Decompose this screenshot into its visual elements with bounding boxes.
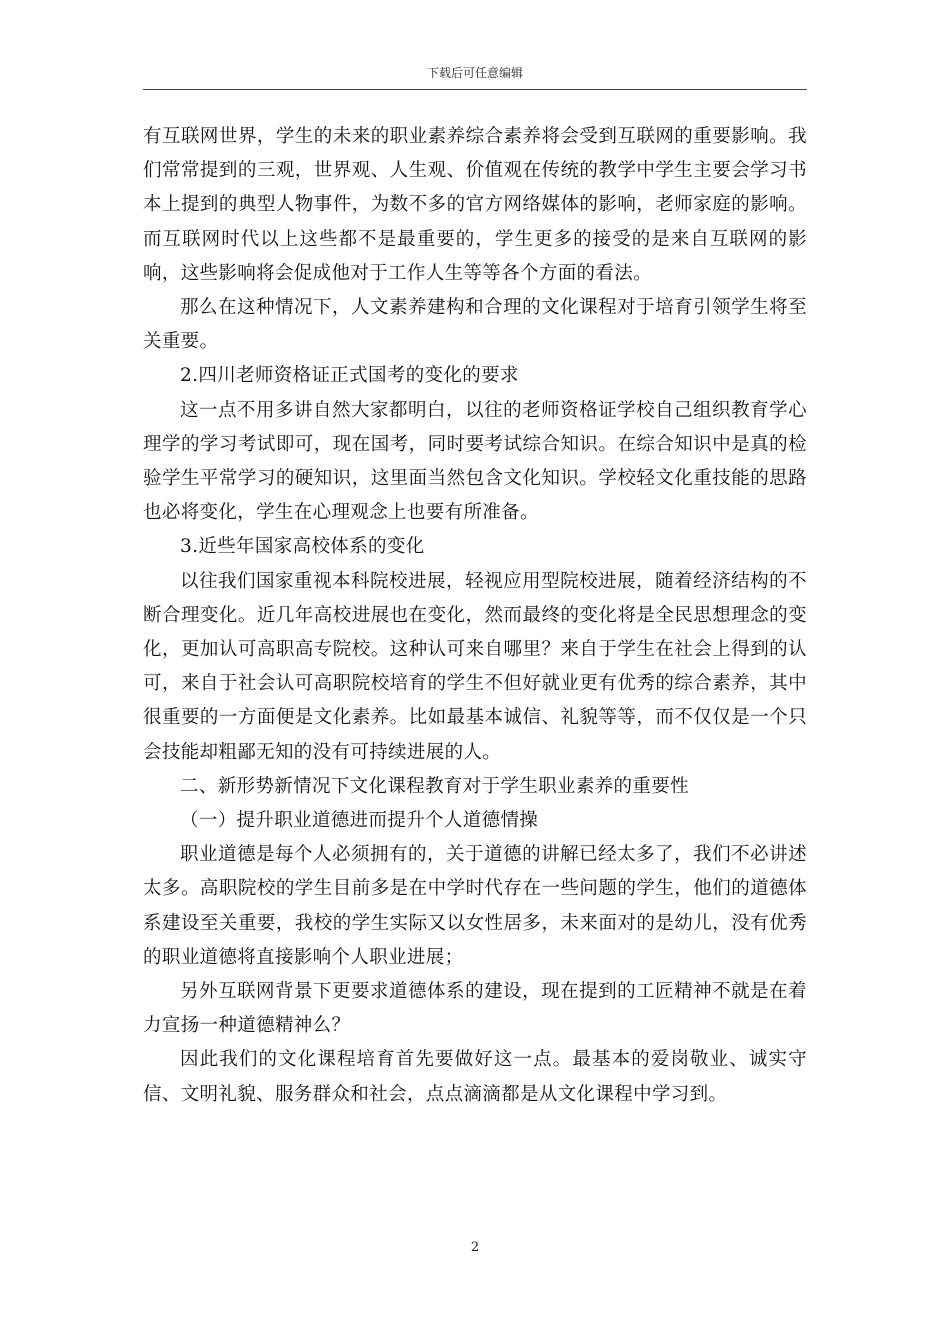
page-header: 下载后可任意编辑 bbox=[426, 66, 523, 80]
paragraph-6: 另外互联网背景下更要求道德体系的建设，现在提到的工匠精神不就是在着力宣扬一种道德精神么？ bbox=[143, 981, 807, 1037]
paragraph-4: 以往我们国家重视本科院校进展，轻视应用型院校进展，随着经济结构的不断合理变化。近几年高校进展也在变化，然而最终的变化将是全民思想理念的变化，更加认可高职高专院校。这种认可来自哪里？来自于学生在社会上得到的认可，来自于社会认可高职院校培育的学生不但好就业更有优秀的综合素养，其中很重要的一方面便是文化素养。比如最基本诚信、礼貌等等，而不仅仅是一个只会技能却粗鄙无知的没有可持续进展的人。 bbox=[143, 570, 807, 763]
document-body bbox=[143, 120, 807, 1112]
subsection-heading-1: （一）提升职业道德进而提升个人道德情操 bbox=[180, 810, 539, 832]
section-heading-3: 3.近些年国家高校体系的变化 bbox=[180, 536, 425, 558]
chapter-heading-2: 二、新形势新情况下文化课程教育对于学生职业素养的重要性 bbox=[180, 775, 689, 797]
paragraph-7: 因此我们的文化课程培育首先要做好这一点。最基本的爱岗敬业、诚实守信、文明礼貌、服务群众和社会，点点滴滴都是从文化课程中学习到。 bbox=[143, 1049, 807, 1105]
paragraph-3: 这一点不用多讲自然大家都明白，以往的老师资格证学校自己组织教育学心理学的学习考试即可，现在国考，同时要考试综合知识。在综合知识中是真的检验学生平常学习的硬知识，这里面当然包含文化知识。学校轻文化重技能的思路也必将变化，学生在心理观念上也要有所准备。 bbox=[143, 399, 807, 524]
paragraph-1: 有互联网世界，学生的未来的职业素养综合素养将会受到互联网的重要影响。我们常常提到的三观，世界观、人生观、价值观在传统的教学中学生主要会学习书本上提到的典型人物事件，为数不多的官方网络媒体的影响，老师家庭的影响。而互联网时代以上这些都不是最重要的，学生更多的接受的是来自互联网的影响，这些影响将会促成他对于工作人生等等各个方面的看法。 bbox=[143, 126, 807, 284]
paragraph-5: 职业道德是每个人必须拥有的，关于道德的讲解已经太多了，我们不必讲述太多。高职院校的学生目前多是在中学时代存在一些问题的学生，他们的道德体系建设至关重要，我校的学生实际又以女性居多，未来面对的是幼儿，没有优秀的职业道德将直接影响个人职业进展； bbox=[143, 844, 807, 968]
paragraph-2: 那么在这种情况下，人文素养建构和合理的文化课程对于培育引领学生将至关重要。 bbox=[143, 297, 807, 353]
page-number: 2 bbox=[470, 1240, 480, 1255]
header-divider bbox=[143, 89, 807, 90]
section-heading-2: 2.四川老师资格证正式国考的变化的要求 bbox=[180, 365, 519, 387]
